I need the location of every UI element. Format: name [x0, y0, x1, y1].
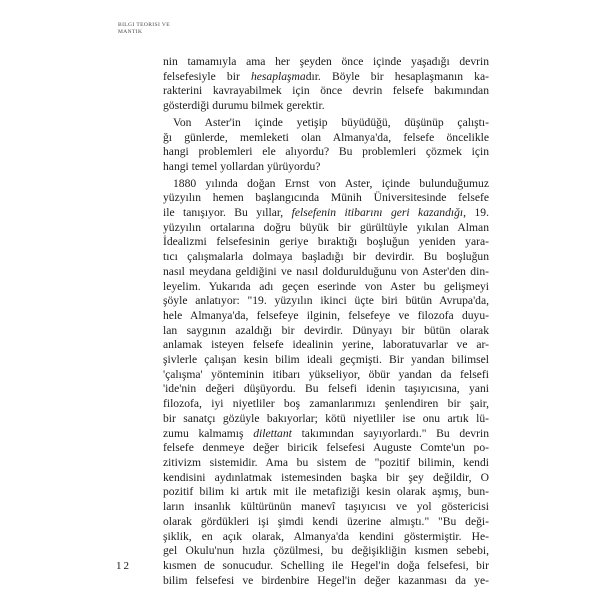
text-line: Von Aster'in içinde yetişip büyüdüğü, düşünüp çalıştı- [173, 115, 489, 129]
text-line: yüzyılın ortalarına doğru büyük bir gürültüyle yıkılan Alman [163, 220, 489, 234]
text-line: ile tanışıyor. Bu yıllar, felsefenin itibarını geri kazandığı, 19. [163, 206, 489, 220]
text-line: zumu kalmamış dilettant takımından sayıyorlardı." Bu devrin [163, 426, 489, 440]
text-line: ğı günlerde, memleketi olan Almanya'da, felsefe öncelikle [163, 130, 489, 144]
text-line: nin tamamıyla ama her şeyden önce içinde yaşadığı devrin [163, 55, 489, 68]
page-number: 12 [116, 560, 131, 572]
text-line: hangi temel yollardan yürüyordu? [163, 159, 321, 173]
text-line: gel Okulu'nun hızla çözülmesi, bu değişikliğin kısmen sebebi, [163, 544, 489, 558]
text-line: İdealizmi felsefesinin geriye bıraktığı boşluğun yeniden yara- [163, 235, 489, 249]
text-line: hangi problemleri ele alıyordu? Bu problemleri çözmek için [163, 145, 489, 159]
text-line: rakterini kavrayabilmek için önce devrin felsefe bakımından [163, 84, 489, 98]
paragraph-3 [163, 177, 489, 589]
text-line: felsefesiyle bir hesaplaşmadır. Böyle bir hesaplaşmanın ka- [163, 69, 489, 83]
running-head-line-2: MANTIK [118, 29, 143, 35]
text-line: şöyle anlatıyor: "19. yüzyılın ikinci üçte biri bütün Avrupa'da, [163, 294, 489, 308]
text-line: ların insanlık kültürünün manevî taşıyıcısı ve yol göstericisi [163, 500, 489, 514]
text-line: şivlerle çalışan kesin bilim ideali geçmişti. Bir yandan bilimsel [163, 353, 489, 367]
paragraph-1 [163, 55, 489, 114]
text-line: bir sanatçı gözüyle bakıyorlar; kötü niyetliler ise onu artık lü- [163, 411, 489, 425]
text-line: zitivizm sistemidir. Ama bu sistem de "pozitif bilimin, kendi [163, 455, 489, 469]
paragraph-2 [163, 116, 489, 175]
text-line: filozofa, iyi niyetliler boş zamanlarımızı şenlendiren bir şair, [163, 397, 489, 411]
text-line: olarak gördükleri işi şimdi kendi üzerine almıştı." "Bu deği- [163, 514, 489, 528]
text-line: leyelim. Yukarıda adı geçen eserinde von Aster bu gelişmeyi [163, 279, 489, 293]
text-line: felsefe denmeye değer biricik felsefesi Auguste Comte'un po- [163, 441, 489, 455]
text-line: lan saygının azaldığı bir devirdir. Dünyayı bir bütün olarak [163, 323, 489, 337]
text-line: kısmen de sonucudur. Schelling ile Hegel'in doğa felsefesi, bir [163, 558, 489, 572]
text-line: gösterdiği durumu bilmek gerektir. [163, 99, 325, 113]
text-line: 1880 yılında doğan Ernst von Aster, içinde bulunduğumuz [173, 176, 489, 190]
text-line: kendisini aydınlatmak istemesinden başka bir şey değildir, O [163, 470, 489, 484]
text-line: anlamak isteyen felsefe idealinin yerine, laboratuvarlar ve ar- [163, 338, 489, 352]
running-head [118, 22, 170, 36]
text-line: yüzyılın hemen başlangıcında Münih Üniversitesinde felsefe [163, 191, 489, 205]
text-line: 'ide'nin değeri düşüyordu. Bu felsefi idenin taşıyıcısına, yani [163, 382, 489, 396]
text-line: nasıl meydana geldiğini ve nasıl doldurulduğunu von Aster'den din- [163, 264, 489, 278]
text-line: tıcı çalışmalarla dolmaya başladığı bir devirdir. Bu boşluğun [163, 250, 489, 264]
text-line: 'çalışma' yönteminin itibarı yükseliyor, öbür yandan da felsefi [163, 367, 489, 381]
text-line: hele Almanya'da, felsefeye ilginin, felsefeye ve filozofa duyu- [163, 308, 489, 322]
running-head-line-1: BILGI TEORISI VE [118, 22, 171, 28]
text-line: bilim felsefesi ve birdenbire Hegel'in değer kazanması da ye- [163, 573, 489, 587]
text-line: pozitif bilim ki artık mit ile metafiziği kesin olarak aşmış, bun- [163, 485, 489, 499]
text-line: şiklik, en açık olarak, Almanya'da kendini göstermiştir. He- [163, 529, 489, 543]
body-text [163, 55, 489, 588]
